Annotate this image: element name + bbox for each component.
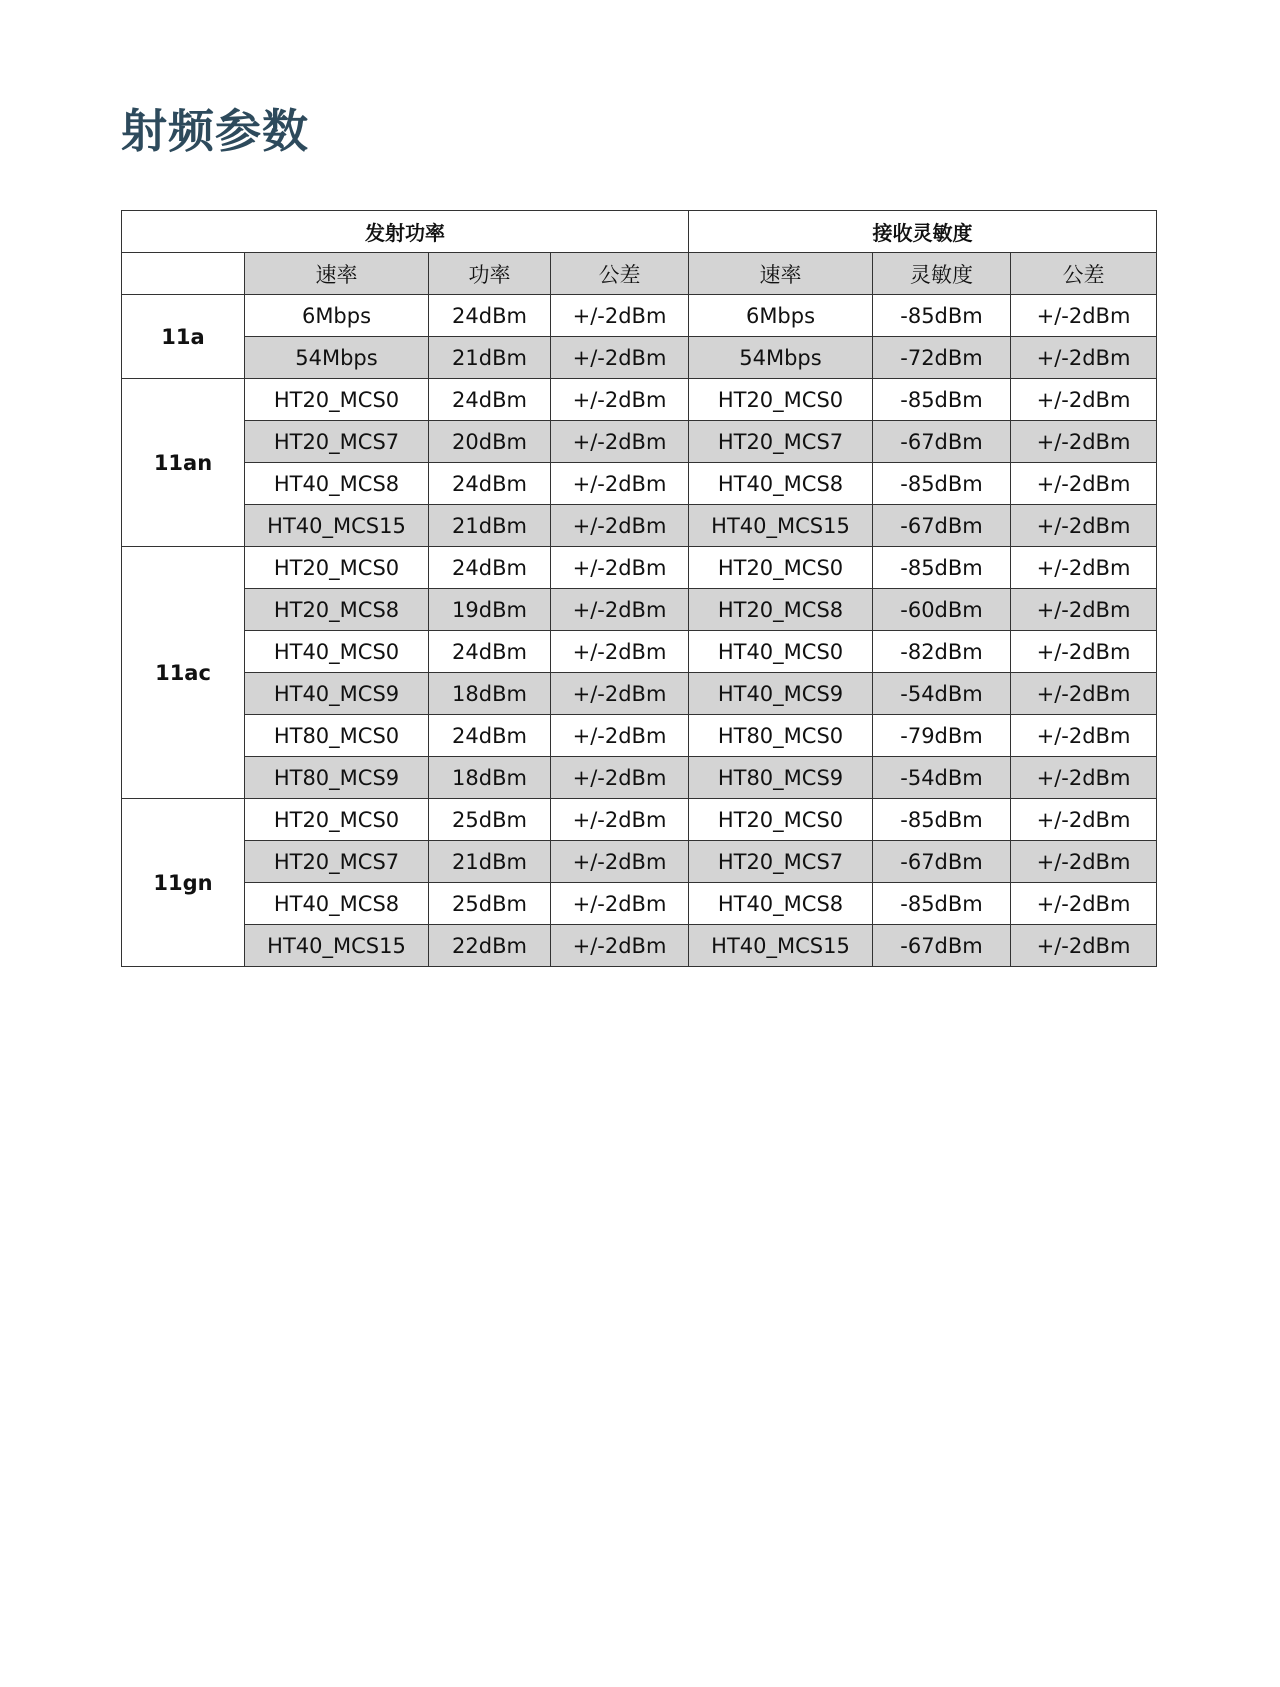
tx-tolerance-cell: +/-2dBm — [551, 295, 689, 337]
rx-tolerance-column-header: 公差 — [1011, 253, 1157, 295]
rx-rate-cell: 6Mbps — [689, 295, 873, 337]
tx-power-cell: 22dBm — [429, 925, 551, 967]
rx-rate-cell: 54Mbps — [689, 337, 873, 379]
table-row — [122, 925, 1157, 967]
tx-power-cell: 18dBm — [429, 673, 551, 715]
mode-cell: 11ac — [122, 547, 245, 799]
tx-power-cell: 24dBm — [429, 715, 551, 757]
rx-tolerance-cell: +/-2dBm — [1011, 463, 1157, 505]
tx-rate-cell: HT20_MCS7 — [245, 421, 429, 463]
rx-rate-cell: HT20_MCS8 — [689, 589, 873, 631]
rx-rate-cell: HT80_MCS9 — [689, 757, 873, 799]
tx-power-group-header: 发射功率 — [122, 211, 689, 253]
rx-sensitivity-cell: -54dBm — [873, 757, 1011, 799]
table-row — [122, 673, 1157, 715]
rx-rate-cell: HT40_MCS0 — [689, 631, 873, 673]
rx-sensitivity-cell: -85dBm — [873, 883, 1011, 925]
table-row — [122, 715, 1157, 757]
tx-power-cell: 21dBm — [429, 841, 551, 883]
tx-power-cell: 21dBm — [429, 337, 551, 379]
tx-power-cell: 25dBm — [429, 799, 551, 841]
rx-rate-cell: HT80_MCS0 — [689, 715, 873, 757]
tx-tolerance-cell: +/-2dBm — [551, 337, 689, 379]
mode-cell: 11an — [122, 379, 245, 547]
tx-power-cell: 19dBm — [429, 589, 551, 631]
tx-tolerance-cell: +/-2dBm — [551, 799, 689, 841]
rx-tolerance-cell: +/-2dBm — [1011, 631, 1157, 673]
mode-cell: 11gn — [122, 799, 245, 967]
table-row — [122, 337, 1157, 379]
tx-power-cell: 24dBm — [429, 547, 551, 589]
rx-rate-cell: HT20_MCS0 — [689, 799, 873, 841]
table-row — [122, 295, 1157, 337]
tx-rate-cell: HT20_MCS0 — [245, 799, 429, 841]
rx-tolerance-cell: +/-2dBm — [1011, 757, 1157, 799]
tx-rate-cell: HT40_MCS0 — [245, 631, 429, 673]
rx-sensitivity-cell: -67dBm — [873, 841, 1011, 883]
rx-tolerance-cell: +/-2dBm — [1011, 883, 1157, 925]
tx-rate-cell: HT20_MCS7 — [245, 841, 429, 883]
tx-rate-cell: 54Mbps — [245, 337, 429, 379]
rx-tolerance-cell: +/-2dBm — [1011, 799, 1157, 841]
tx-rate-cell: HT80_MCS0 — [245, 715, 429, 757]
tx-power-cell: 24dBm — [429, 631, 551, 673]
rx-rate-cell: HT40_MCS8 — [689, 883, 873, 925]
tx-tolerance-cell: +/-2dBm — [551, 463, 689, 505]
rx-sensitivity-group-header: 接收灵敏度 — [689, 211, 1157, 253]
table-row — [122, 463, 1157, 505]
tx-tolerance-cell: +/-2dBm — [551, 883, 689, 925]
rx-rate-cell: HT40_MCS15 — [689, 505, 873, 547]
rx-tolerance-cell: +/-2dBm — [1011, 589, 1157, 631]
table-row — [122, 589, 1157, 631]
table-row — [122, 883, 1157, 925]
tx-rate-cell: HT20_MCS0 — [245, 547, 429, 589]
rx-sensitivity-cell: -72dBm — [873, 337, 1011, 379]
tx-tolerance-cell: +/-2dBm — [551, 589, 689, 631]
tx-tolerance-cell: +/-2dBm — [551, 673, 689, 715]
rx-sensitivity-cell: -85dBm — [873, 547, 1011, 589]
table-row — [122, 757, 1157, 799]
rx-rate-cell: HT20_MCS0 — [689, 379, 873, 421]
mode-cell: 11a — [122, 295, 245, 379]
tx-tolerance-cell: +/-2dBm — [551, 547, 689, 589]
rx-tolerance-cell: +/-2dBm — [1011, 841, 1157, 883]
tx-tolerance-cell: +/-2dBm — [551, 421, 689, 463]
rx-sensitivity-cell: -82dBm — [873, 631, 1011, 673]
rx-tolerance-cell: +/-2dBm — [1011, 547, 1157, 589]
rx-rate-cell: HT20_MCS7 — [689, 421, 873, 463]
group-header-row — [122, 211, 1157, 253]
tx-rate-cell: HT40_MCS15 — [245, 925, 429, 967]
rx-tolerance-cell: +/-2dBm — [1011, 337, 1157, 379]
tx-power-cell: 24dBm — [429, 295, 551, 337]
rx-sensitivity-cell: -85dBm — [873, 295, 1011, 337]
tx-rate-cell: HT40_MCS15 — [245, 505, 429, 547]
rx-sensitivity-cell: -67dBm — [873, 505, 1011, 547]
tx-power-cell: 25dBm — [429, 883, 551, 925]
tx-tolerance-cell: +/-2dBm — [551, 505, 689, 547]
rx-sensitivity-cell: -85dBm — [873, 379, 1011, 421]
tx-rate-cell: HT80_MCS9 — [245, 757, 429, 799]
tx-power-cell: 20dBm — [429, 421, 551, 463]
tx-rate-cell: HT20_MCS0 — [245, 379, 429, 421]
tx-rate-cell: HT20_MCS8 — [245, 589, 429, 631]
rx-sensitivity-cell: -67dBm — [873, 421, 1011, 463]
rx-rate-cell: HT40_MCS15 — [689, 925, 873, 967]
rx-sensitivity-cell: -67dBm — [873, 925, 1011, 967]
rx-tolerance-cell: +/-2dBm — [1011, 505, 1157, 547]
page-title: 射频参数 — [121, 104, 309, 158]
rx-tolerance-cell: +/-2dBm — [1011, 925, 1157, 967]
rx-sensitivity-cell: -85dBm — [873, 799, 1011, 841]
rx-sensitivity-cell: -54dBm — [873, 673, 1011, 715]
table-body — [122, 295, 1157, 967]
rx-tolerance-cell: +/-2dBm — [1011, 715, 1157, 757]
rx-rate-column-header: 速率 — [689, 253, 873, 295]
tx-power-cell: 24dBm — [429, 463, 551, 505]
table-row — [122, 631, 1157, 673]
rx-sensitivity-cell: -85dBm — [873, 463, 1011, 505]
rf-parameters-table — [121, 210, 1157, 967]
rx-tolerance-cell: +/-2dBm — [1011, 673, 1157, 715]
tx-tolerance-cell: +/-2dBm — [551, 631, 689, 673]
table-row — [122, 505, 1157, 547]
tx-rate-cell: HT40_MCS8 — [245, 463, 429, 505]
rx-rate-cell: HT20_MCS0 — [689, 547, 873, 589]
rx-rate-cell: HT40_MCS9 — [689, 673, 873, 715]
tx-tolerance-cell: +/-2dBm — [551, 925, 689, 967]
tx-tolerance-cell: +/-2dBm — [551, 757, 689, 799]
table-row — [122, 421, 1157, 463]
tx-tolerance-cell: +/-2dBm — [551, 379, 689, 421]
tx-power-column-header: 功率 — [429, 253, 551, 295]
tx-tolerance-cell: +/-2dBm — [551, 841, 689, 883]
table-row — [122, 841, 1157, 883]
rx-sensitivity-column-header: 灵敏度 — [873, 253, 1011, 295]
tx-tolerance-column-header: 公差 — [551, 253, 689, 295]
rx-sensitivity-cell: -79dBm — [873, 715, 1011, 757]
tx-rate-cell: HT40_MCS9 — [245, 673, 429, 715]
tx-tolerance-cell: +/-2dBm — [551, 715, 689, 757]
tx-power-cell: 24dBm — [429, 379, 551, 421]
table-row — [122, 547, 1157, 589]
rx-sensitivity-cell: -60dBm — [873, 589, 1011, 631]
tx-rate-column-header: 速率 — [245, 253, 429, 295]
mode-column-header — [122, 253, 245, 295]
table-row — [122, 799, 1157, 841]
rx-rate-cell: HT40_MCS8 — [689, 463, 873, 505]
rx-tolerance-cell: +/-2dBm — [1011, 295, 1157, 337]
rx-rate-cell: HT20_MCS7 — [689, 841, 873, 883]
rx-tolerance-cell: +/-2dBm — [1011, 421, 1157, 463]
column-header-row — [122, 253, 1157, 295]
rx-tolerance-cell: +/-2dBm — [1011, 379, 1157, 421]
tx-power-cell: 21dBm — [429, 505, 551, 547]
tx-power-cell: 18dBm — [429, 757, 551, 799]
table-row — [122, 379, 1157, 421]
tx-rate-cell: 6Mbps — [245, 295, 429, 337]
tx-rate-cell: HT40_MCS8 — [245, 883, 429, 925]
